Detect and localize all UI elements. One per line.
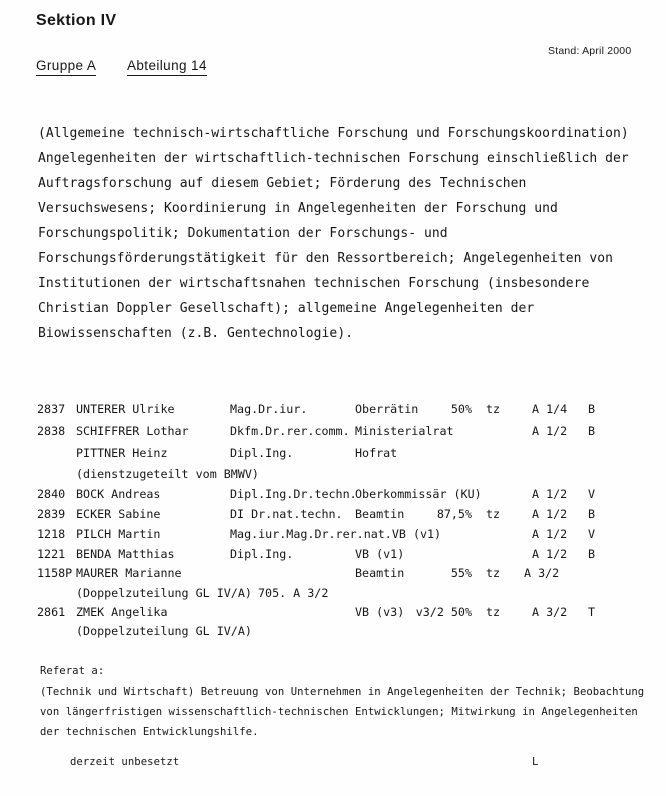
gruppe-heading: Gruppe A (36, 58, 96, 76)
staff-grade: A 1/2 (532, 507, 568, 521)
staff-note-extra: 705. A 3/2 (258, 586, 329, 600)
staff-qualification: Dkfm.Dr.rer.comm. (230, 424, 350, 438)
staff-percent: v3/2 50% (415, 605, 472, 619)
staff-name: ZMEK Angelika (76, 605, 168, 619)
description-line: Forschungspolitik; Dokumentation der Forschungs- und (38, 226, 448, 241)
staff-name: PILCH Martin (76, 527, 161, 541)
staff-name: BOCK Andreas (76, 487, 161, 501)
table-row (0, 507, 666, 525)
description-line: Institutionen der wirtschaftsnahen technischen Forschung (insbesondere (38, 276, 590, 291)
staff-grade: A 1/2 (532, 547, 568, 561)
staff-title: Beamtin (355, 566, 405, 580)
referat-line: der technischen Entwicklungshilfe. (40, 726, 259, 738)
staff-code: T (588, 605, 596, 619)
staff-title: Oberkommissär (KU) (355, 487, 482, 501)
staff-qualification: Dipl.Ing.Dr.techn. (230, 487, 357, 501)
staff-tz: tz (486, 605, 501, 619)
staff-qualification: Dipl.Ing. (230, 446, 294, 460)
staff-name: MAURER Marianne (76, 566, 182, 580)
staff-title: Beamtin (355, 507, 405, 521)
department-description (38, 121, 658, 346)
table-row (0, 402, 666, 420)
staff-code: B (588, 424, 596, 438)
staff-grade: A 1/2 (532, 424, 568, 438)
staff-code: V (588, 487, 596, 501)
referat-label: Referat a: (40, 665, 105, 677)
table-row (0, 446, 666, 464)
staff-name: UNTERER Ulrike (76, 402, 175, 416)
staff-qualification: DI Dr.nat.techn. (230, 507, 343, 521)
table-row (0, 566, 666, 584)
table-note-row (0, 624, 666, 642)
staff-grade: A 1/2 (532, 487, 568, 501)
staff-id: 2840 (37, 487, 66, 501)
staff-code: B (588, 547, 596, 561)
staff-code: B (588, 402, 596, 416)
table-row (0, 547, 666, 565)
description-line: Biowissenschaften (z.B. Gentechnologie). (38, 326, 354, 341)
table-row (0, 424, 666, 442)
staff-title: VB (v1) (355, 547, 405, 561)
staff-title: Hofrat (355, 446, 398, 460)
staff-title: Oberrätin (355, 402, 419, 416)
staff-id: 2861 (37, 605, 66, 619)
description-line: Forschungsförderungstätigkeit für den Ressortbereich; Angelegenheiten von (38, 251, 613, 266)
table-row (0, 605, 666, 623)
staff-note: (Doppelzuteilung GL IV/A) (76, 624, 252, 638)
staff-name: ECKER Sabine (76, 507, 161, 521)
staff-percent: 50% (450, 402, 472, 416)
referat-line: (Technik und Wirtschaft) Betreuung von Unternehmen in Angelegenheiten der Technik; Beobachtung (40, 686, 645, 698)
description-line: (Allgemeine technisch-wirtschaftliche Forschung und Forschungskoordination) (38, 126, 629, 141)
staff-id: 1158P (37, 566, 73, 580)
section-title: Sektion IV (36, 12, 117, 29)
staff-grade: A 1/4 (532, 402, 568, 416)
staff-name: PITTNER Heinz (76, 446, 168, 460)
staff-name: SCHIFFRER Lothar (76, 424, 189, 438)
table-row (0, 487, 666, 505)
staff-title: VB (v3) (355, 605, 405, 619)
staff-qualification: Dipl.Ing. (230, 547, 294, 561)
table-note-row (0, 586, 666, 604)
staff-note: (Doppelzuteilung GL IV/A) (76, 586, 252, 600)
description-line: Auftragsforschung auf diesem Gebiet; Förderung des Technischen (38, 176, 527, 191)
staff-note: (dienstzugeteilt vom BMWV) (76, 467, 259, 481)
staff-code: B (588, 507, 596, 521)
staff-tz: tz (486, 507, 501, 521)
table-note-row (0, 467, 666, 485)
staff-tz: tz (486, 566, 501, 580)
staff-code: V (588, 527, 596, 541)
description-line: Christian Doppler Gesellschaft); allgemeine Angelegenheiten der (38, 301, 535, 316)
referat-section (40, 661, 650, 742)
staff-name: BENDA Matthias (76, 547, 175, 561)
referat-line: von längerfristigen wissenschaftlich-technischen Entwicklungen; Mitwirkung in Angelegenheiten (40, 706, 638, 718)
table-row (0, 527, 666, 545)
staff-grade: A 3/2 (524, 566, 560, 580)
staff-percent: 55% (450, 566, 472, 580)
staff-percent: 87,5% (436, 507, 472, 521)
staff-qualification: Mag.iur.Mag.Dr.rer.nat.VB (v1) (230, 527, 442, 541)
staff-title: Ministerialrat (355, 424, 454, 438)
staff-id: 2838 (37, 424, 66, 438)
description-line: Angelegenheiten der wirtschaftlich-technischen Forschung einschließlich der (38, 151, 629, 166)
description-line: Versuchswesens; Koordinierung in Angelegenheiten der Forschung und (38, 201, 558, 216)
stand-date: Stand: April 2000 (548, 45, 632, 57)
vacancy-status: derzeit unbesetzt (70, 756, 180, 768)
vacancy-code: L (532, 756, 539, 768)
staff-grade: A 1/2 (532, 527, 568, 541)
abteilung-heading: Abteilung 14 (127, 58, 207, 76)
staff-id: 2839 (37, 507, 66, 521)
staff-id: 1221 (37, 547, 66, 561)
staff-tz: tz (486, 402, 501, 416)
staff-grade: A 3/2 (532, 605, 568, 619)
staff-id: 1218 (37, 527, 66, 541)
staff-qualification: Mag.Dr.iur. (230, 402, 308, 416)
staff-id: 2837 (37, 402, 66, 416)
